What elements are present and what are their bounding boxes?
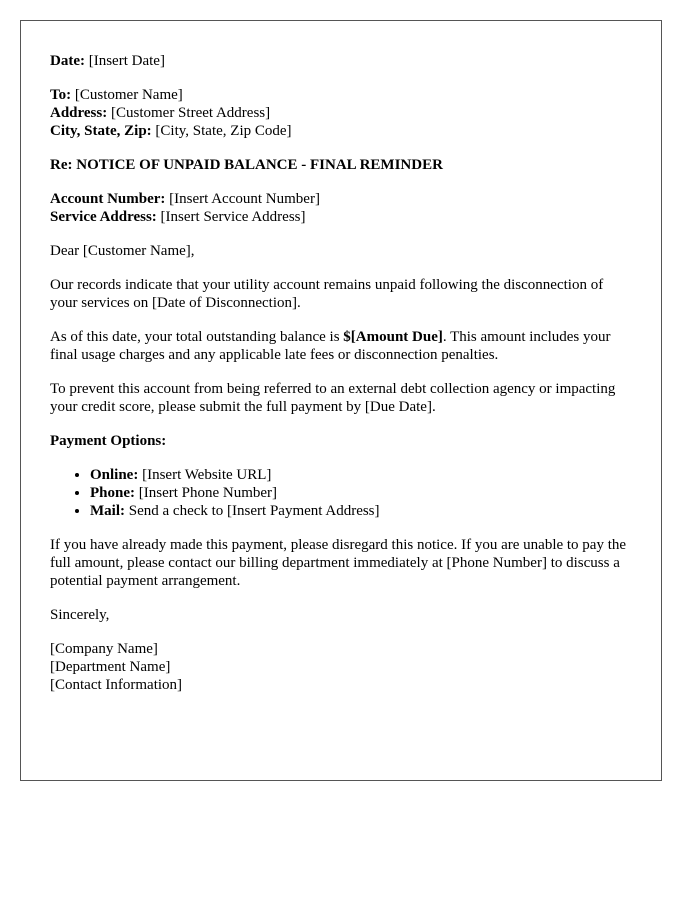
letter-page — [20, 20, 662, 781]
payment-option-label: Online: — [90, 467, 139, 483]
recipient-address-value: [Customer Street Address] — [110, 105, 271, 121]
service-address-value: [Insert Service Address] — [160, 209, 306, 225]
balance-text-after: . This amount includes your final usage charges and any applicable late fees or disconnection penalties. — [50, 329, 611, 363]
signature-contact: [Contact Information] — [50, 677, 183, 693]
balance-text-before: As of this date, your total outstanding balance is — [50, 329, 344, 345]
payment-option-label: Phone: — [90, 485, 135, 501]
recipient-city-line — [50, 122, 632, 140]
subject-text: Re: NOTICE OF UNPAID BALANCE - FINAL REMINDER — [50, 157, 443, 173]
account-number-value: [Insert Account Number] — [169, 191, 320, 207]
recipient-to-value: [Customer Name] — [74, 87, 183, 103]
payment-option-phone — [90, 484, 632, 502]
recipient-city-label: City, State, Zip: — [50, 123, 152, 139]
balance-amount: $[Amount Due] — [343, 329, 443, 345]
recipient-block — [50, 86, 632, 140]
signature-block — [50, 640, 632, 694]
recipient-city-value: [City, State, Zip Code] — [155, 123, 292, 139]
service-address-line — [50, 208, 632, 226]
payment-options-heading-text: Payment Options: — [50, 433, 167, 449]
greeting: Dear [Customer Name], — [50, 243, 195, 259]
date-label: Date: — [50, 53, 85, 69]
recipient-address-line — [50, 104, 632, 122]
account-number-line — [50, 190, 632, 208]
date-value: [Insert Date] — [88, 53, 165, 69]
payment-option-online — [90, 466, 632, 484]
paragraph-collection-warning: To prevent this account from being referred to an external debt collection agency or impacting your credit score, please submit the full payment by [Due Date]. — [50, 381, 616, 415]
date-line — [50, 52, 632, 70]
signature-company: [Company Name] — [50, 641, 158, 657]
recipient-to-label: To: — [50, 87, 72, 103]
service-address-label: Service Address: — [50, 209, 157, 225]
signature-department: [Department Name] — [50, 659, 171, 675]
paragraph-disregard: If you have already made this payment, please disregard this notice. If you are unable to pay the full amount, please contact our billing department immediately at [Phone Number] to discuss a potential payment arrangement. — [50, 537, 627, 589]
account-block — [50, 190, 632, 226]
closing: Sincerely, — [50, 607, 110, 623]
recipient-to-line — [50, 86, 632, 104]
account-number-label: Account Number: — [50, 191, 166, 207]
payment-option-mail — [90, 502, 632, 520]
payment-option-value: [Insert Website URL] — [142, 467, 272, 483]
payment-option-label: Mail: — [90, 503, 125, 519]
paragraph-balance — [50, 328, 632, 364]
payment-option-value: [Insert Phone Number] — [138, 485, 278, 501]
payment-options-heading — [50, 432, 632, 450]
recipient-address-label: Address: — [50, 105, 108, 121]
payment-options-list — [50, 466, 632, 520]
paragraph-disconnection: Our records indicate that your utility account remains unpaid following the disconnection of your services on [Date of Disconnection]. — [50, 277, 604, 311]
subject-line — [50, 156, 632, 174]
payment-option-value: Send a check to [Insert Payment Address] — [128, 503, 380, 519]
